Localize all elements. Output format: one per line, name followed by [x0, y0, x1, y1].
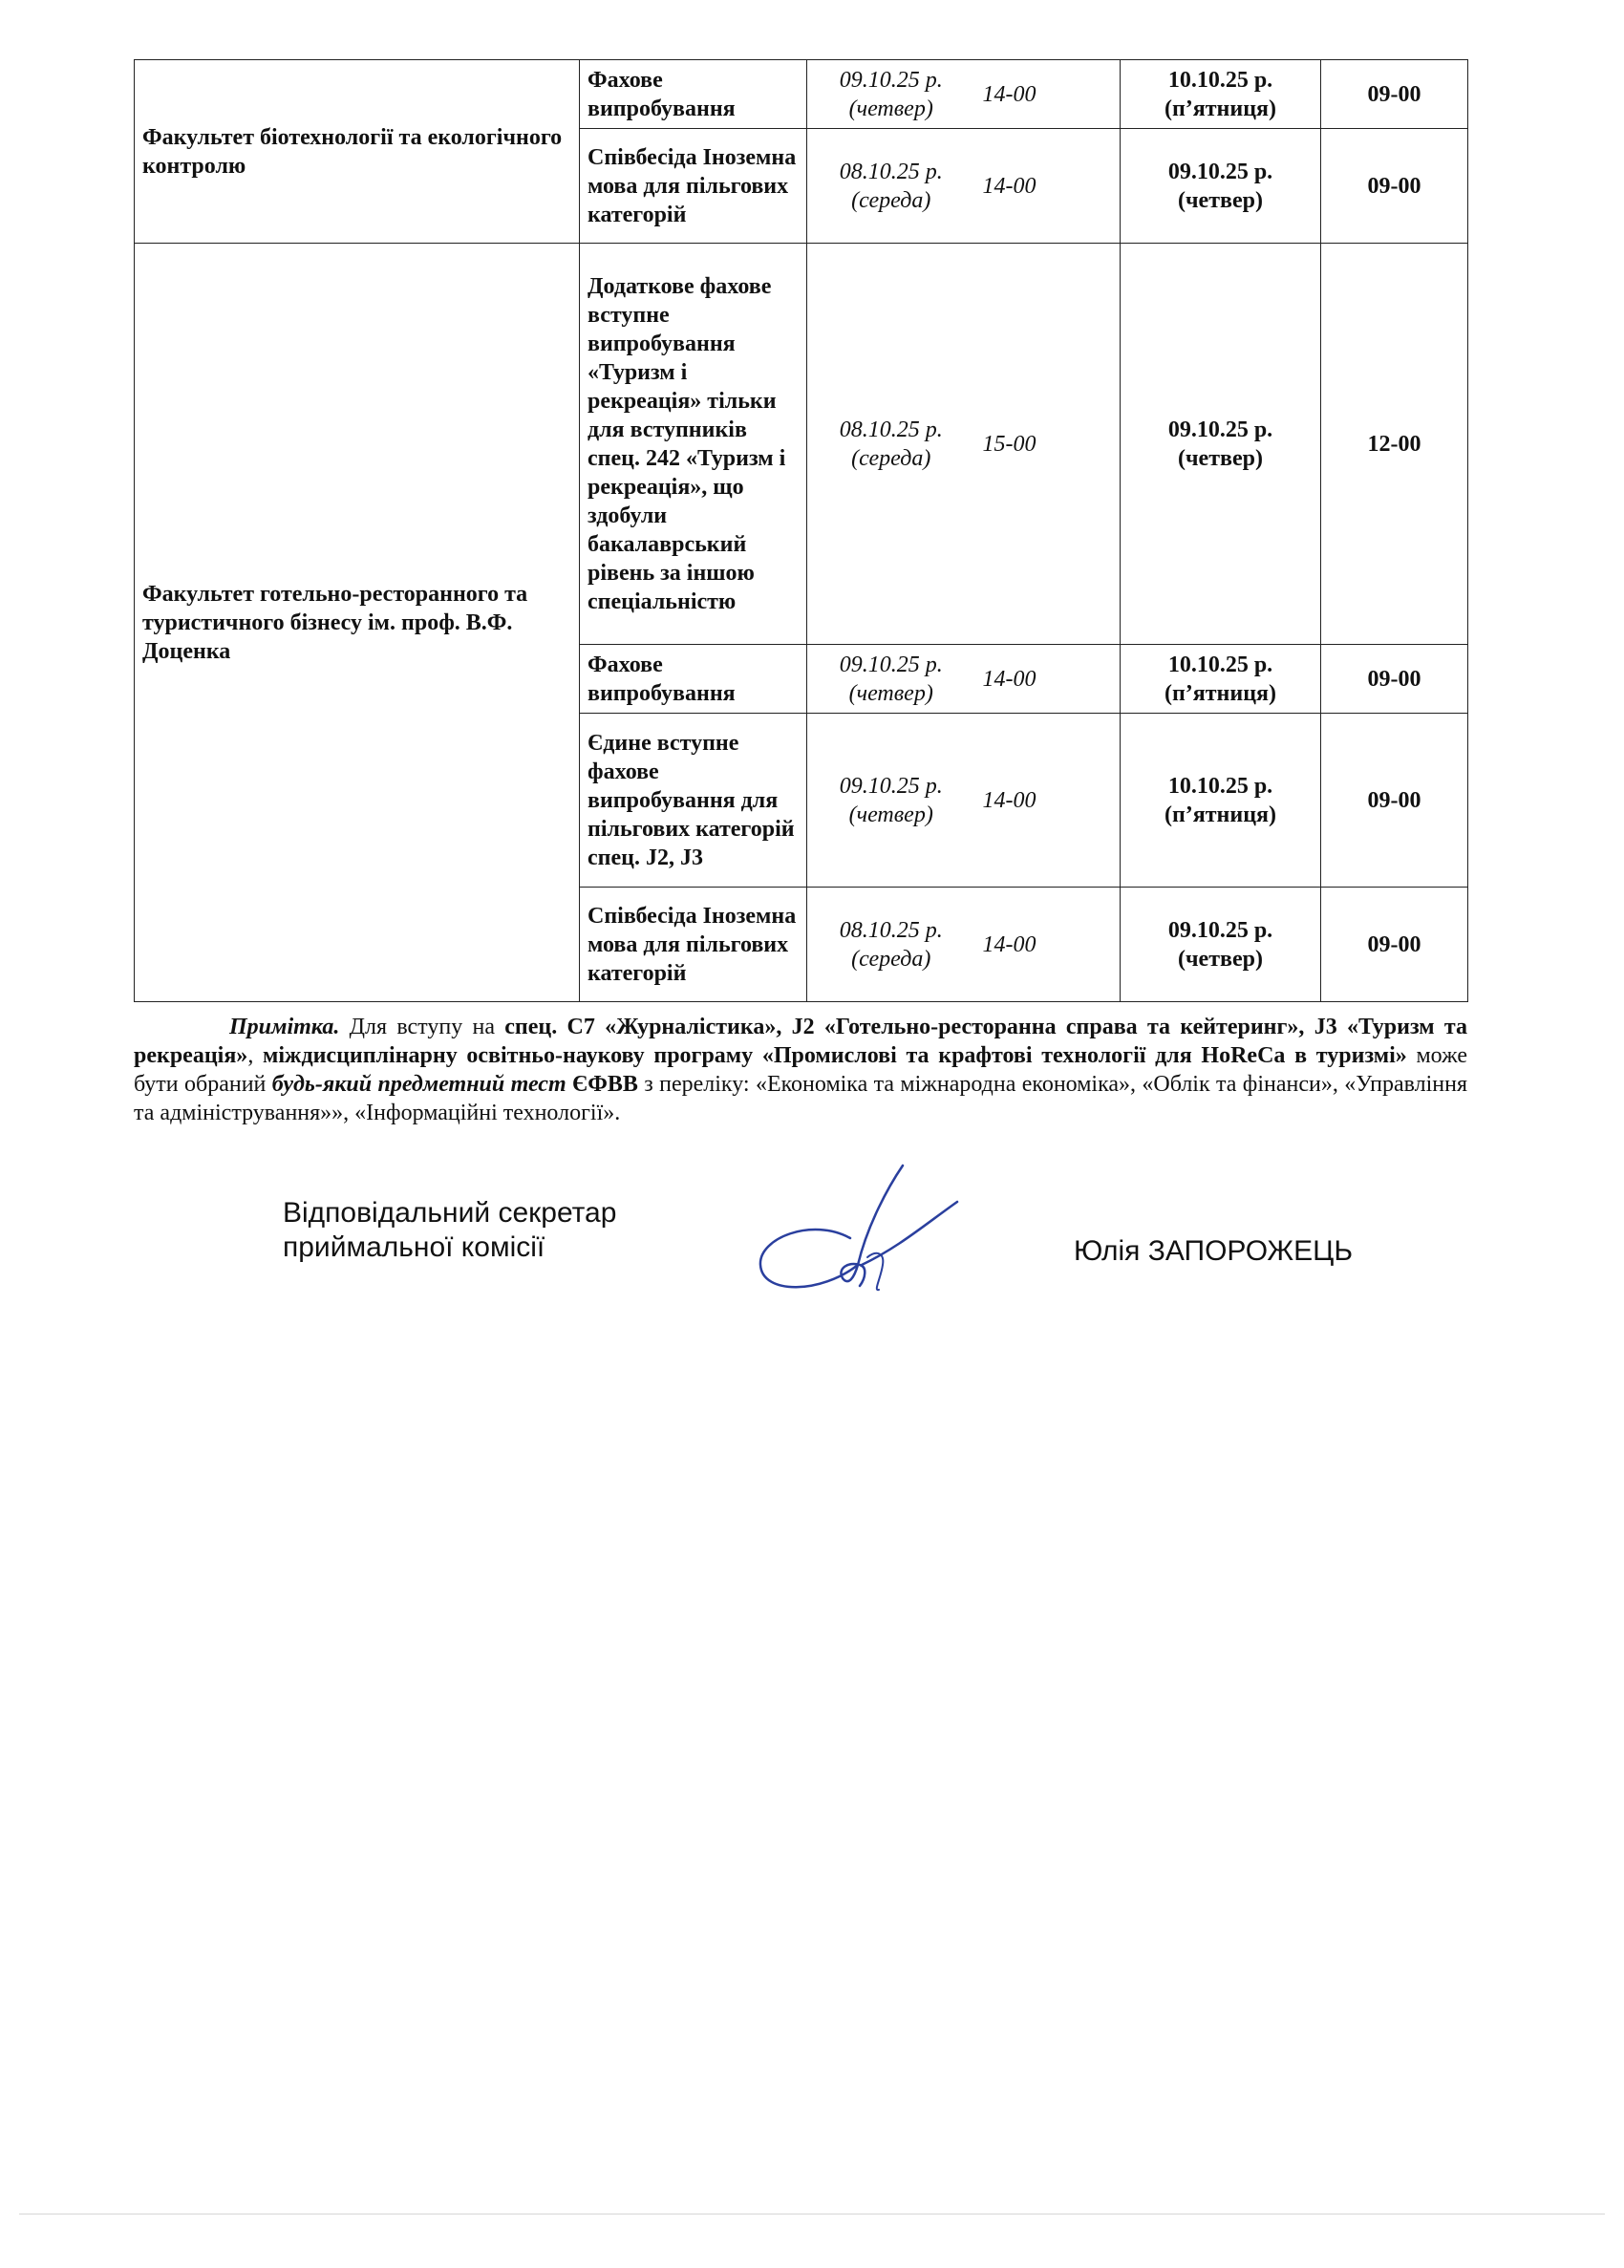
results-date: 10.10.25 р. (п’ятниця) — [1121, 714, 1321, 888]
exam-time: 14-00 — [975, 645, 1121, 714]
results-date: 09.10.25 р. (четвер) — [1121, 244, 1321, 645]
handwritten-signature — [755, 1158, 974, 1301]
results-date: 09.10.25 р. (четвер) — [1121, 129, 1321, 244]
exam-schedule-table — [134, 59, 1468, 1002]
exam-time: 14-00 — [975, 714, 1121, 888]
faculty-name: Факультет готельно-ресторанного та туристичного бізнесу ім. проф. В.Ф. Доценка — [135, 244, 580, 1002]
results-time: 12-00 — [1321, 244, 1468, 645]
table-row — [135, 60, 1468, 129]
results-time: 09-00 — [1321, 645, 1468, 714]
exam-name: Фахове випробування — [580, 60, 807, 129]
exam-date: 09.10.25 р. (четвер) — [807, 714, 975, 888]
exam-date: 08.10.25 р. (середа) — [807, 129, 975, 244]
exam-name: Єдине вступне фахове випробування для пільгових категорій спец. J2, J3 — [580, 714, 807, 888]
exam-name: Співбесіда Іноземна мова для пільгових категорій — [580, 129, 807, 244]
exam-date: 09.10.25 р. (четвер) — [807, 60, 975, 129]
results-time: 09-00 — [1321, 714, 1468, 888]
results-time: 09-00 — [1321, 129, 1468, 244]
results-date: 10.10.25 р. (п’ятниця) — [1121, 645, 1321, 714]
results-time: 09-00 — [1321, 60, 1468, 129]
signatory-name: Юлія ЗАПОРОЖЕЦЬ — [1074, 1235, 1354, 1267]
note-label: Примітка. — [229, 1015, 340, 1039]
results-date: 09.10.25 р. (четвер) — [1121, 888, 1321, 1002]
exam-name: Співбесіда Іноземна мова для пільгових категорій — [580, 888, 807, 1002]
exam-name: Фахове випробування — [580, 645, 807, 714]
exam-time: 14-00 — [975, 60, 1121, 129]
signatory-role: Відповідальний секретар приймальної комісії — [283, 1197, 617, 1263]
results-time: 09-00 — [1321, 888, 1468, 1002]
table-row — [135, 244, 1468, 645]
exam-time: 14-00 — [975, 888, 1121, 1002]
exam-date: 08.10.25 р. (середа) — [807, 244, 975, 645]
exam-date: 08.10.25 р. (середа) — [807, 888, 975, 1002]
exam-name: Додаткове фахове вступне випробування «Туризм і рекреація» тільки для вступників спец. 242 «Туризм і рекреація», що здобули бакалаврський рівень за іншою спеціальністю — [580, 244, 807, 645]
exam-time: 15-00 — [975, 244, 1121, 645]
results-date: 10.10.25 р. (п’ятниця) — [1121, 60, 1321, 129]
exam-date: 09.10.25 р. (четвер) — [807, 645, 975, 714]
scan-edge-line — [19, 2214, 1605, 2215]
faculty-name: Факультет біотехнології та екологічного контролю — [135, 60, 580, 244]
exam-time: 14-00 — [975, 129, 1121, 244]
footnote: Примітка. Для вступу на спец. С7 «Журналістика», J2 «Готельно-ресторанна справа та кейтеринг», J3 «Туризм та рекреація», міждисциплінарну освітньо-наукову програму «Промислові та крафтові технології для HoReCa в туризмі» може бути обраний будь-який предметний тест ЄФВВ з переліку: «Економіка та міжнародна економіка», «Облік та фінанси», «Управління та адміністрування»», «Інформаційні технології». — [134, 1015, 1468, 1125]
